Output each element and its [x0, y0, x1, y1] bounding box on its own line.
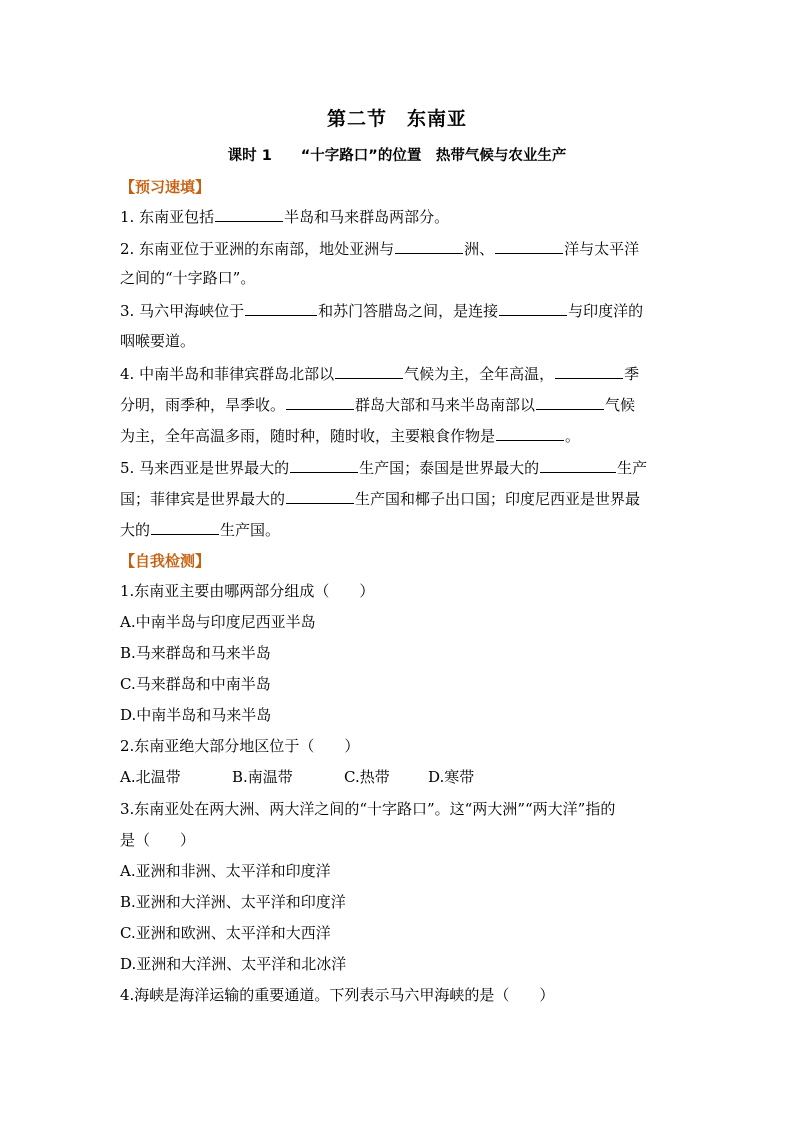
- preview-heading: 【预习速填】: [120, 178, 211, 196]
- selftest-heading: 【自我检测】: [120, 552, 211, 570]
- option-item[interactable]: B.马来群岛和马来半岛: [120, 644, 271, 662]
- fill-blank[interactable]: [286, 394, 354, 410]
- option-item[interactable]: A.中南半岛与印度尼西亚半岛: [120, 613, 316, 631]
- preview-q2-cont: 之间的“十字路口”。: [120, 269, 256, 287]
- page-title: 第二节 东南亚: [326, 108, 467, 130]
- option-item[interactable]: A.亚洲和非洲、太平洋和印度洋: [120, 862, 331, 880]
- option-item[interactable]: D.中南半岛和马来半岛: [120, 706, 272, 724]
- preview-q3: 3. 马六甲海峡位于 和苏门答腊岛之间，是连接 与印度洋的: [120, 302, 644, 320]
- preview-q5: 5. 马来西亚是世界最大的 生产国；泰国是世界最大的 生产: [120, 459, 648, 477]
- fill-blank[interactable]: [395, 238, 463, 254]
- fill-blank[interactable]: [555, 363, 623, 379]
- fill-blank[interactable]: [215, 206, 283, 222]
- fill-blank[interactable]: [496, 425, 564, 441]
- fill-blank[interactable]: [499, 300, 567, 316]
- fill-blank[interactable]: [151, 519, 219, 535]
- fill-blank[interactable]: [540, 457, 616, 473]
- preview-q4: 4. 中南半岛和菲律宾群岛北部以 气候为主，全年高温， 季: [120, 365, 640, 383]
- preview-q4-cont1: 分明，雨季种，旱季收。 群岛大部和马来半岛南部以 气候: [120, 396, 636, 414]
- fill-blank[interactable]: [536, 394, 604, 410]
- selftest-q2-options: [120, 767, 474, 787]
- option-item[interactable]: D.寒带: [428, 768, 475, 786]
- selftest-q3-stem-cont: 是（ ）: [120, 831, 196, 849]
- preview-q5-cont1: 国；菲律宾是世界最大的 生产国和椰子出口国；印度尼西亚是世界最: [120, 490, 641, 508]
- fill-blank[interactable]: [495, 238, 563, 254]
- fill-blank[interactable]: [245, 300, 317, 316]
- lesson-subtitle: 课时 1 “十字路口”的位置 热带气候与农业生产: [227, 148, 567, 164]
- option-item[interactable]: D.亚洲和大洋洲、太平洋和北冰洋: [120, 955, 347, 973]
- option-item[interactable]: B.亚洲和大洋洲、太平洋和印度洋: [120, 893, 346, 911]
- fill-blank[interactable]: [286, 488, 354, 504]
- fill-blank[interactable]: [335, 363, 403, 379]
- option-item[interactable]: A.北温带: [120, 768, 181, 786]
- option-item[interactable]: C.热带: [344, 768, 390, 786]
- selftest-q2-stem: 2.东南亚绝大部分地区位于（ ）: [120, 737, 360, 755]
- option-item[interactable]: C.亚洲和欧洲、太平洋和大西洋: [120, 924, 331, 942]
- preview-q3-cont: 咽喉要道。: [120, 332, 196, 350]
- selftest-q1-stem: 1.东南亚主要由哪两部分组成（ ）: [120, 582, 375, 600]
- preview-q4-cont2: 为主，全年高温多雨，随时种，随时收，主要粮食作物是 。: [120, 427, 581, 445]
- preview-q2: 2. 东南亚位于亚洲的东南部，地处亚洲与 洲、 洋与太平洋: [120, 240, 640, 258]
- selftest-q3-stem: 3.东南亚处在两大洲、两大洋之间的“十字路口”。这“两大洲”“两大洋”指的: [120, 800, 616, 818]
- option-item[interactable]: C.马来群岛和中南半岛: [120, 675, 271, 693]
- fill-blank[interactable]: [290, 457, 358, 473]
- preview-q1: 1. 东南亚包括 半岛和马来群岛两部分。: [120, 208, 450, 226]
- selftest-q4-stem: 4.海峡是海洋运输的重要通道。下列表示马六甲海峡的是（ ）: [120, 986, 555, 1004]
- option-item[interactable]: B.南温带: [232, 768, 293, 786]
- preview-q5-cont2: 大的 生产国。: [120, 521, 281, 539]
